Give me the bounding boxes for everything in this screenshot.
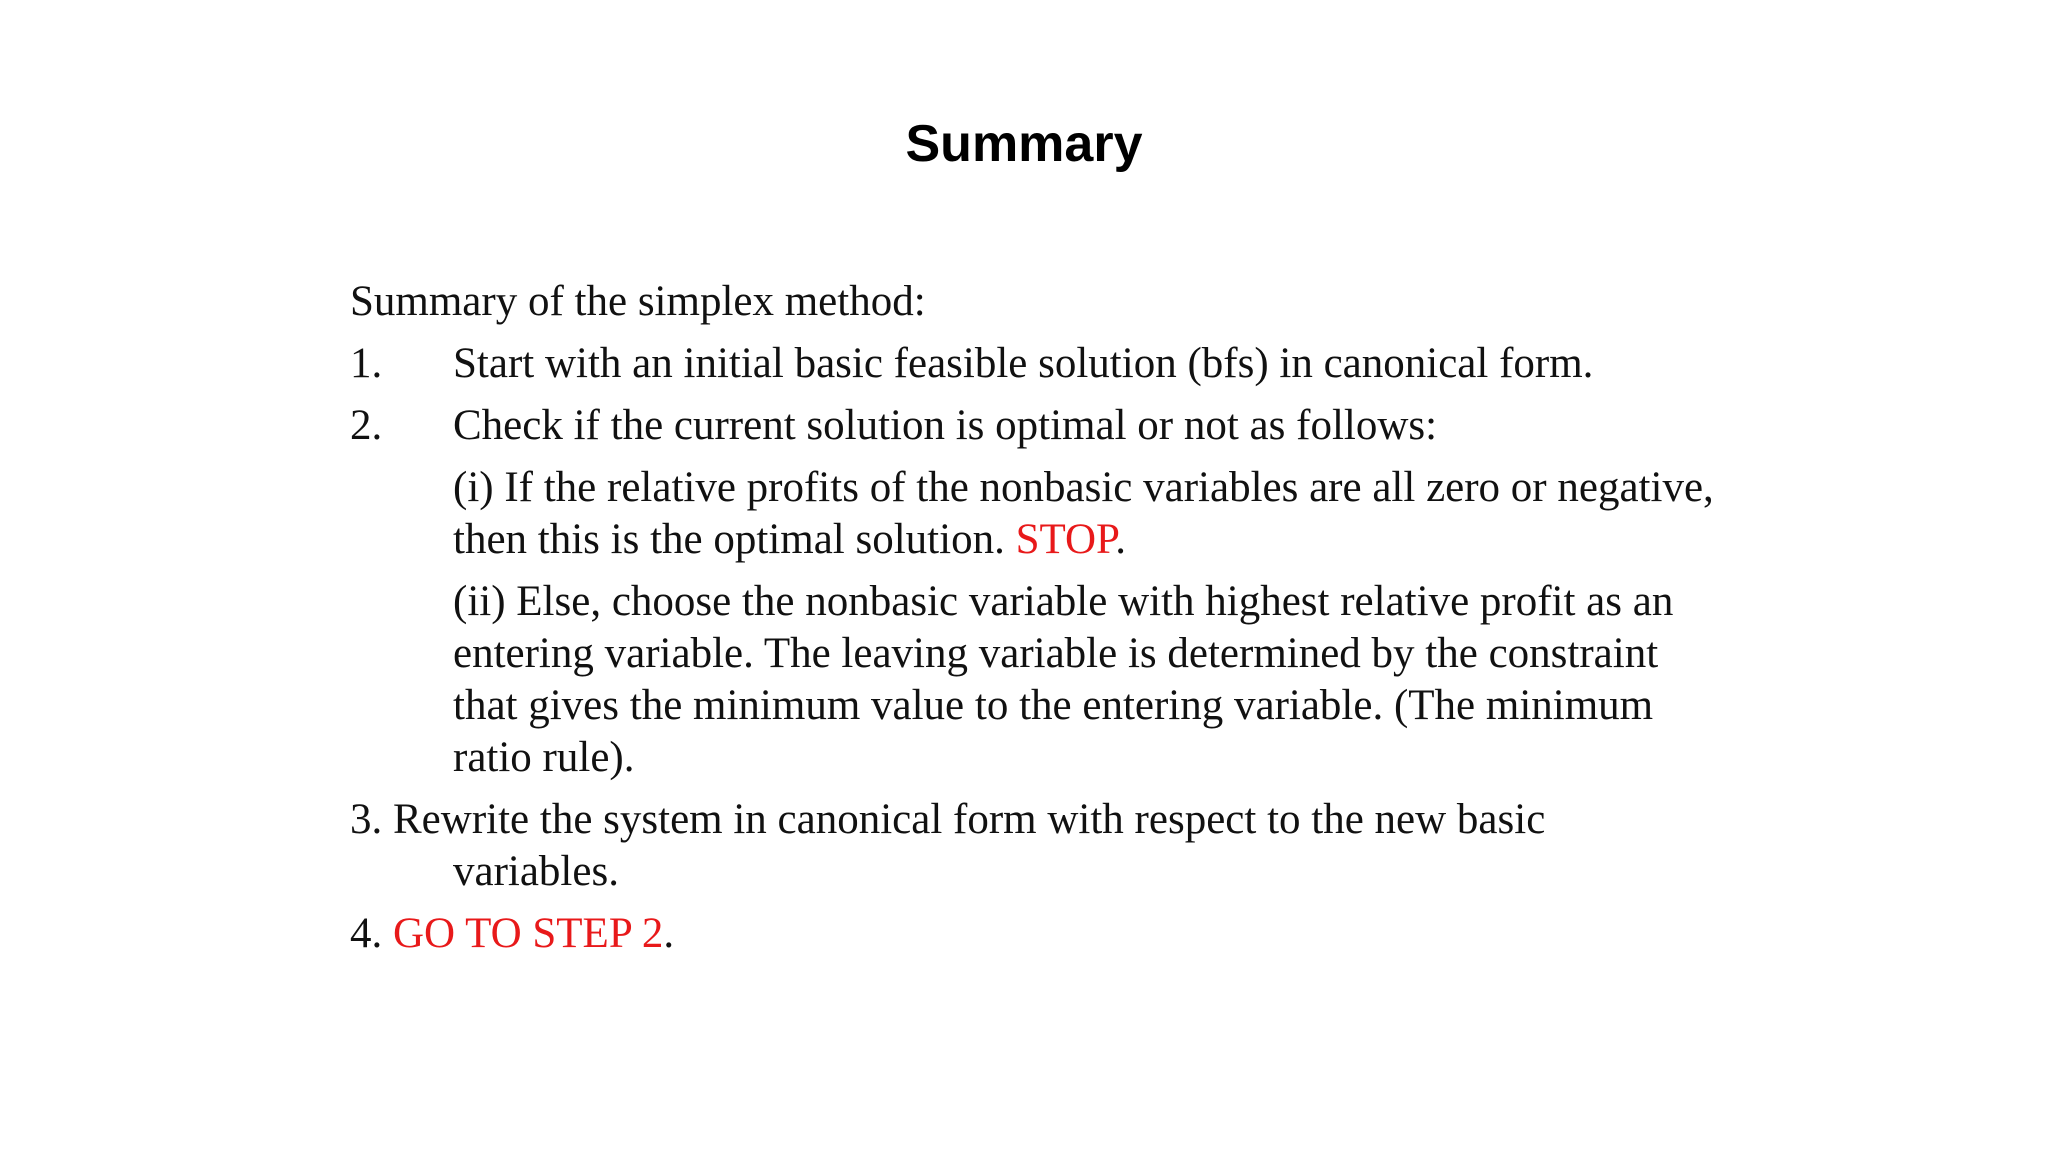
- sub-i-text: then this is the optimal solution.: [453, 516, 1016, 563]
- step-2-sub-ii-line-1: (ii) Else, choose the nonbasic variable with highest relative profit as an: [453, 578, 1674, 625]
- step-3-line-1: 3. Rewrite the system in canonical form with respect to the new basic: [350, 796, 1546, 843]
- page-title: Summary: [905, 115, 1143, 173]
- step-4: [350, 908, 674, 960]
- step-4-period: .: [663, 910, 675, 957]
- goto-label: GO TO STEP 2: [393, 910, 664, 957]
- step-1-number: 1.: [350, 340, 383, 387]
- step-3-line-2: variables.: [453, 848, 619, 895]
- step-2-sub-i-line-1: (i) If the relative profits of the nonbasic variables are all zero or negative,: [453, 464, 1714, 511]
- stop-label: STOP: [1015, 516, 1116, 563]
- step-1-text: Start with an initial basic feasible solution (bfs) in canonical form.: [453, 340, 1594, 387]
- step-2-sub-ii-line-4: ratio rule).: [453, 734, 635, 781]
- step-2-sub-ii-line-2: entering variable. The leaving variable is determined by the constraint: [453, 630, 1659, 677]
- step-2-sub-ii-line-3: that gives the minimum value to the entering variable. (The minimum: [453, 682, 1654, 729]
- intro-text: Summary of the simplex method:: [350, 278, 926, 325]
- step-4-prefix: 4.: [350, 910, 393, 957]
- step-2-sub-i-line-2: [453, 514, 1126, 566]
- step-2-number: 2.: [350, 402, 383, 449]
- stop-period: .: [1115, 516, 1126, 563]
- step-2-text: Check if the current solution is optimal or not as follows:: [453, 402, 1438, 449]
